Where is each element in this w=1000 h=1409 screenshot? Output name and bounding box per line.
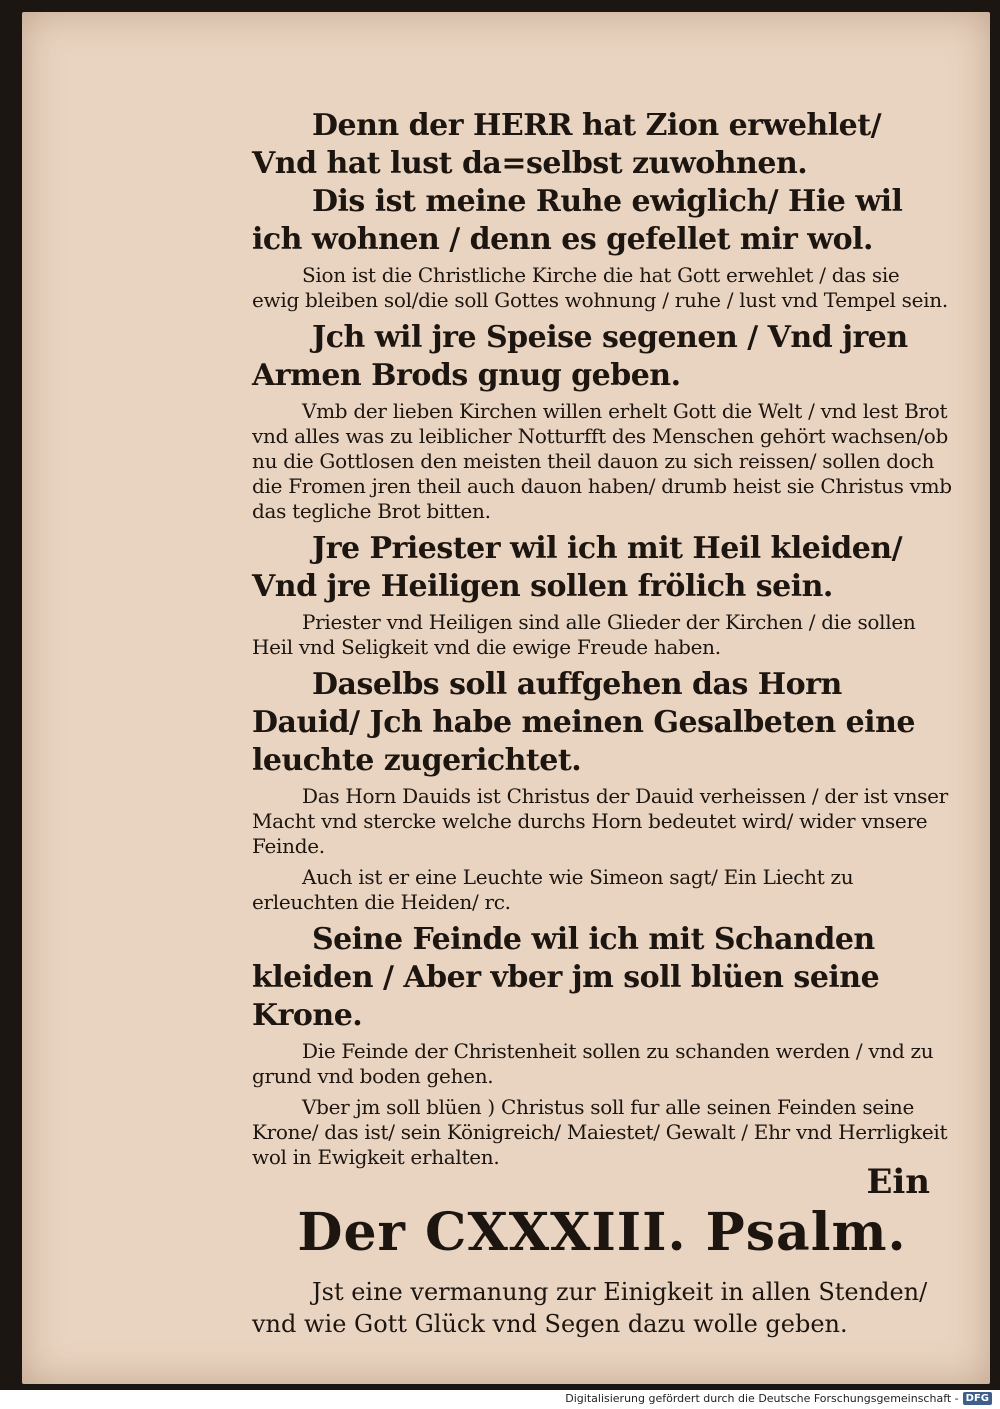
verse-6: Seine Feinde wil ich mit Schanden kleiden / Aber vber jm soll blüen seine Krone.	[252, 922, 880, 1033]
digitization-footer	[565, 1390, 992, 1407]
gloss-1: Sion ist die Christliche Kirche die hat Gott erwehlet / das sie ewig bleiben sol/die soll Gottes wohnung / ruhe / lust vnd Tempel sein.	[252, 263, 948, 312]
verse-4: Jre Priester wil ich mit Heil kleiden/ Vnd jre Heiligen sollen frölich sein.	[252, 531, 903, 604]
book-page	[22, 12, 990, 1384]
gloss-4: Das Horn Dauids ist Christus der Dauid verheissen / der ist vnser Macht vnd stercke welche durchs Horn bedeutet wird/ wider vnsere Feinde.	[252, 784, 948, 858]
gloss-6: Die Feinde der Christenheit sollen zu schanden werden / vnd zu grund vnd boden gehen.	[252, 1039, 934, 1088]
footer-credit: Digitalisierung gefördert durch die Deutsche Forschungsgemeinschaft -	[565, 1392, 959, 1405]
verse-3: Jch wil jre Speise segenen / Vnd jren Armen Brods gnug geben.	[252, 320, 908, 393]
verse-5: Daselbs soll auffgehen das Horn Dauid/ Jch habe meinen Gesalbeten eine leuchte zugerichtet.	[252, 667, 915, 778]
gloss-3: Priester vnd Heiligen sind alle Glieder der Kirchen / die sollen Heil vnd Seligkeit vnd die ewige Freude haben.	[252, 610, 916, 659]
verse-2: Dis ist meine Ruhe ewiglich/ Hie wil ich wohnen / denn es gefellet mir wol.	[252, 184, 903, 257]
gloss-7: Vber jm soll blüen ) Christus soll fur alle seinen Feinden seine Krone/ das ist/ sein Königreich/ Maiestet/ Gewalt / Ehr vnd Herrligkeit wol in Ewigkeit erhalten.	[252, 1095, 948, 1169]
psalm-intro: Jst eine vermanung zur Einigkeit in allen Stenden/ vnd wie Gott Glück vnd Segen dazu wolle geben.	[252, 1278, 928, 1338]
psalm-heading: Der CXXXIII. Psalm.	[297, 1202, 907, 1263]
gloss-2: Vmb der lieben Kirchen willen erhelt Gott die Welt / vnd lest Brot vnd alles was zu leiblicher Notturfft des Menschen gehört wachsen/ob nu die Gottlosen den meisten theil dauon zu sich reissen/ sollen doch die Fromen jren theil auch dauon haben/ drumb heist sie Christus vmb das tegliche Brot bitten.	[252, 399, 952, 523]
gloss-5: Auch ist er eine Leuchte wie Simeon sagt/ Ein Liecht zu erleuchten die Heiden/ rc.	[252, 865, 854, 914]
verse-1: Denn der HERR hat Zion erwehlet/ Vnd hat lust da=selbst zuwohnen.	[252, 108, 882, 181]
catchword: Ein	[866, 1162, 930, 1202]
text-block	[252, 107, 952, 1340]
dfg-logo[interactable]: DFG	[963, 1392, 992, 1405]
